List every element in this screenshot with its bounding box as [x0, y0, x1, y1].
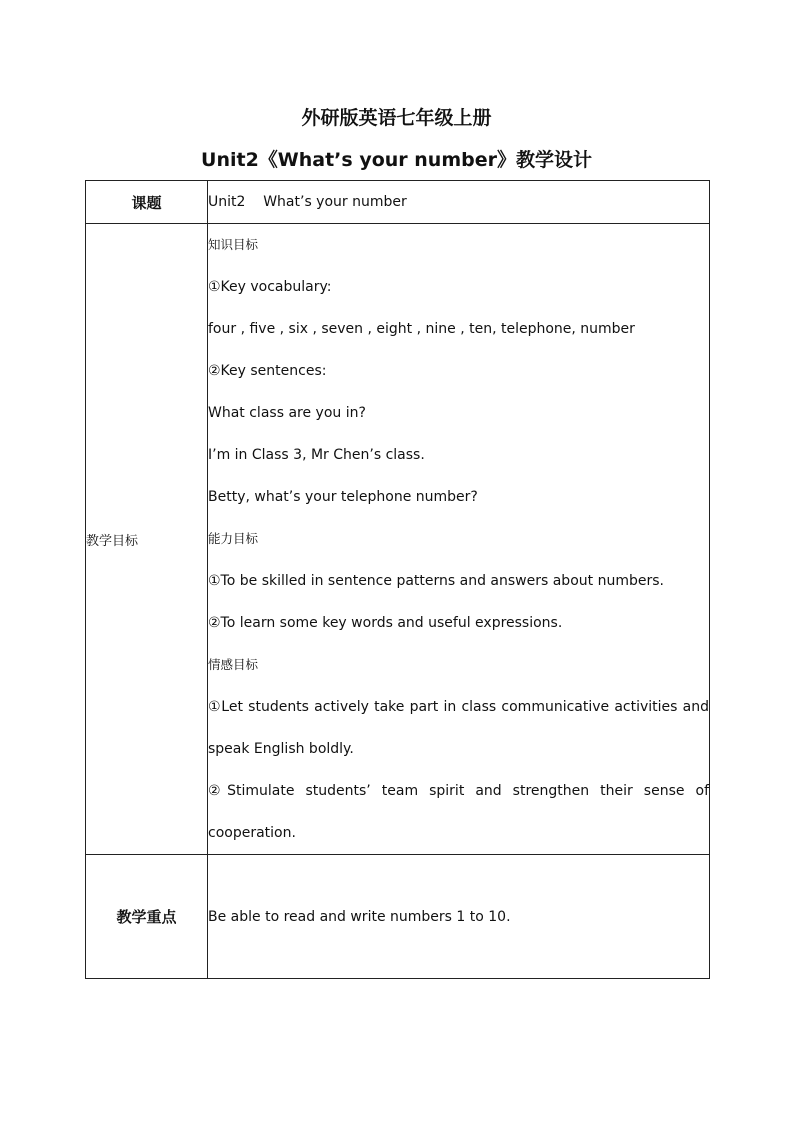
sentences-heading: ②Key sentences: [208, 363, 327, 379]
emotion-heading: 情感目标 [208, 657, 259, 672]
knowledge-heading: 知识目标 [208, 237, 259, 252]
sentence-item: Betty, what’s your telephone number? [208, 489, 478, 505]
key-points-value: Be able to read and write numbers 1 to 10. [208, 855, 710, 979]
objectives-label: 教学目标 [86, 224, 208, 855]
document-title: 外研版英语七年级上册 [301, 107, 492, 129]
ability-item: ②To learn some key words and useful expressions. [208, 615, 563, 631]
emotion-item: ②Stimulate students’ team spirit and strengthen their sense of cooperation. [208, 783, 709, 841]
table-row-key-points [86, 855, 710, 979]
topic-value: Unit2 What’s your number [208, 181, 710, 224]
lesson-plan-table [85, 180, 710, 979]
key-points-label: 教学重点 [86, 855, 208, 979]
sentence-item: I’m in Class 3, Mr Chen’s class. [208, 447, 425, 463]
objectives-content [208, 224, 710, 855]
ability-heading: 能力目标 [208, 531, 259, 546]
topic-label: 课题 [86, 181, 208, 224]
vocab-list: four , five , six , seven , eight , nine , ten, telephone, number [208, 321, 635, 337]
vocab-heading: ①Key vocabulary: [208, 279, 332, 295]
emotion-item: ①Let students actively take part in class communicative activities and speak English boldly. [208, 699, 709, 757]
table-row-topic [86, 181, 710, 224]
table-row-objectives [86, 224, 710, 855]
sentence-item: What class are you in? [208, 405, 366, 421]
ability-item: ①To be skilled in sentence patterns and answers about numbers. [208, 573, 664, 589]
document-subtitle: Unit2《What’s your number》教学设计 [201, 149, 592, 171]
